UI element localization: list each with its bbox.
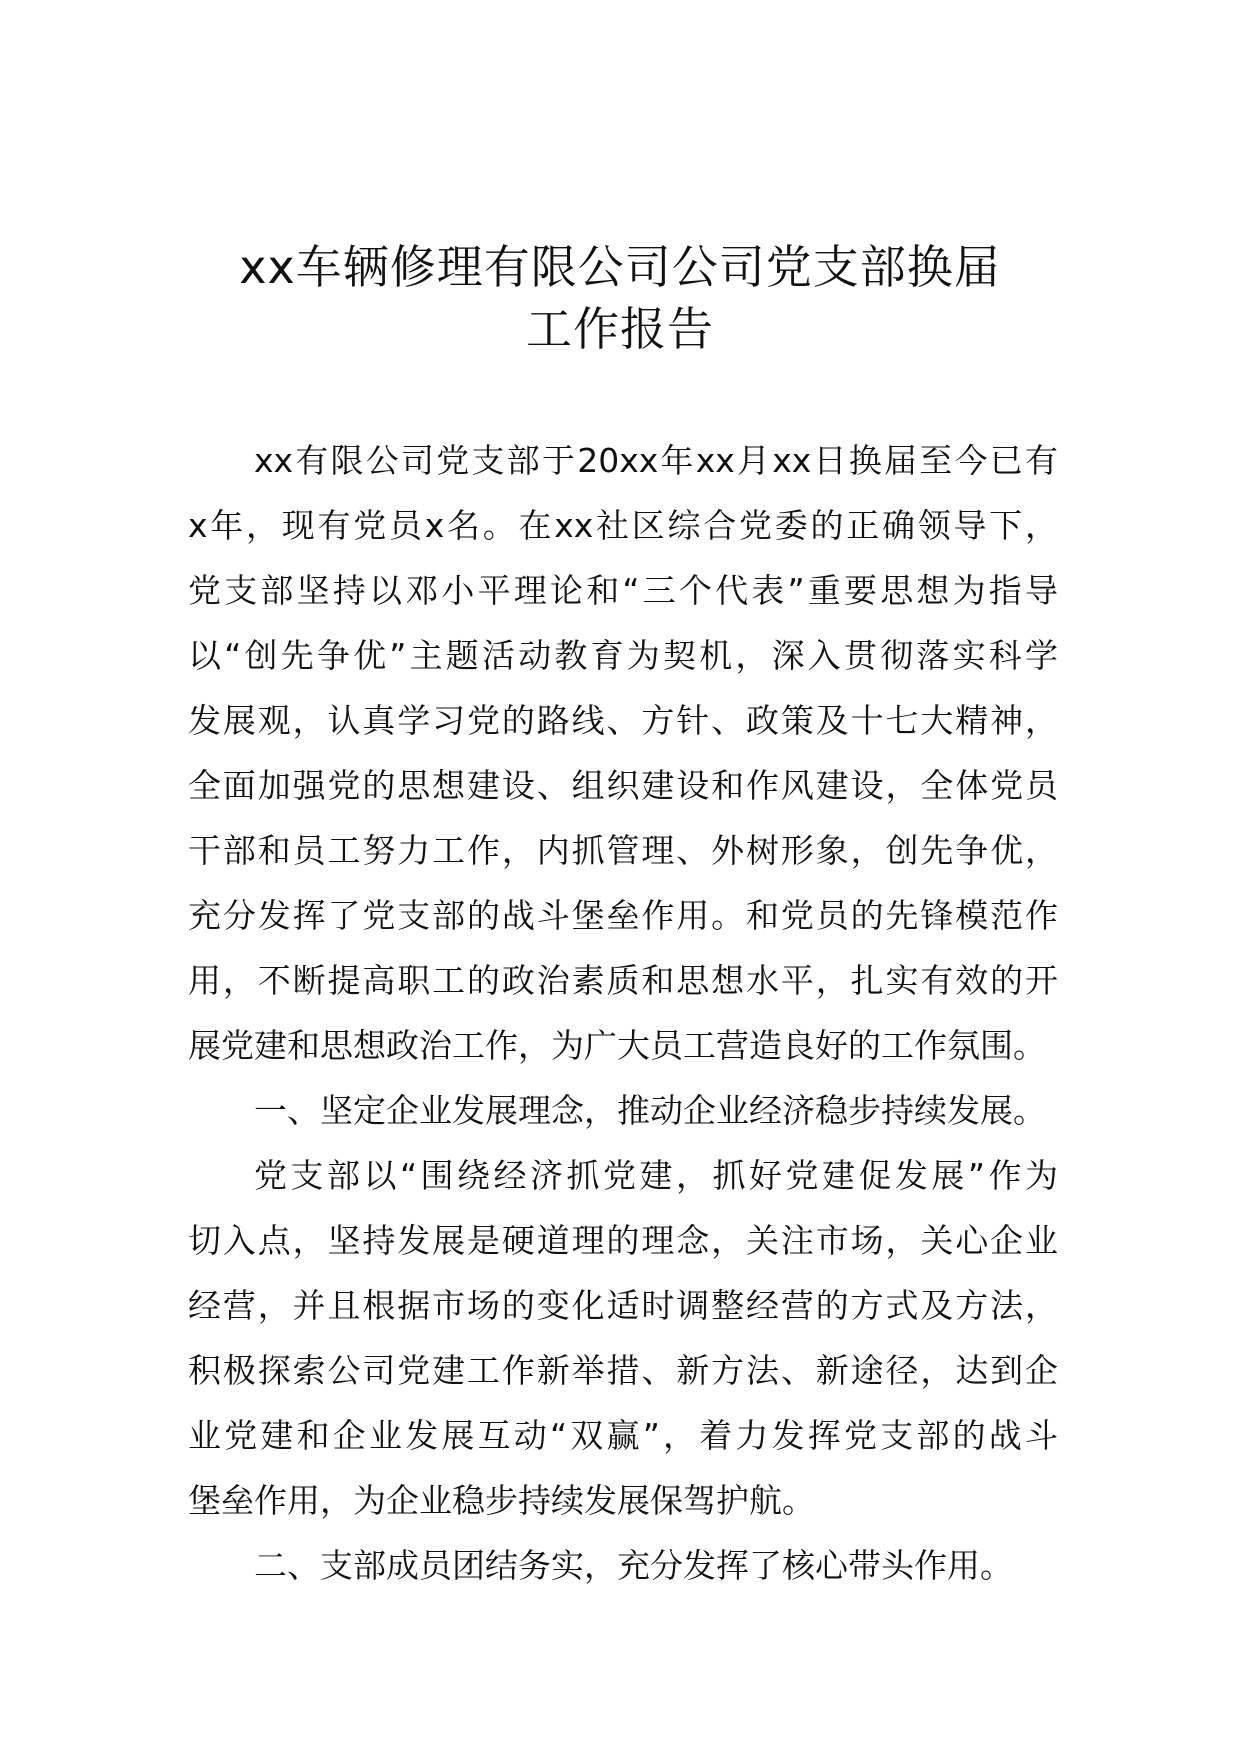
paragraph-1-line: 全面加强党的思想建设、组织建设和作风建设，全体党员 <box>188 766 1058 805</box>
paragraph-2-line: 经营，并且根据市场的变化适时调整经营的方式及方法， <box>188 1286 1058 1325</box>
paragraph-1-line: 充分发挥了党支部的战斗堡垒作用。和党员的先锋模范作 <box>188 896 1058 935</box>
paragraph-2-line: 党支部以“围绕经济抓党建，抓好党建促发展”作为 <box>254 1156 1058 1195</box>
paragraph-2-line: 积极探索公司党建工作新举措、新方法、新途径，达到企 <box>188 1351 1058 1390</box>
paragraph-2-line: 切入点，坚持发展是硬道理的理念，关注市场，关心企业 <box>188 1221 1058 1260</box>
paragraph-1-line: 干部和员工努力工作，内抓管理、外树形象，创先争优， <box>188 831 1058 870</box>
paragraph-1-line: 发展观，认真学习党的路线、方针、政策及十七大精神， <box>188 701 1058 740</box>
paragraph-1-line: 用，不断提高职工的政治素质和思想水平，扎实有效的开 <box>188 961 1058 1000</box>
paragraph-2-line: 堡垒作用，为企业稳步持续发展保驾护航。 <box>188 1481 815 1520</box>
document-title-line-1: xx车辆修理有限公司公司党支部换届 <box>239 240 1001 294</box>
paragraph-1-line: 以“创先争优”主题活动教育为契机，深入贯彻落实科学 <box>188 636 1058 675</box>
document-body <box>188 428 1058 1598</box>
section-heading-2: 二、支部成员团结务实，充分发挥了核心带头作用。 <box>254 1546 1013 1585</box>
paragraph-1-line: 党支部坚持以邓小平理论和“三个代表”重要思想为指导 <box>188 571 1058 610</box>
paragraph-1-line: xx有限公司党支部于20xx年xx月xx日换届至今已有 <box>254 441 1058 480</box>
document-title-line-2: 工作报告 <box>526 302 714 356</box>
paragraph-1-line: x年，现有党员x名。在xx社区综合党委的正确领导下， <box>188 506 1058 545</box>
paragraph-1-line: 展党建和思想政治工作，为广大员工营造良好的工作氛围。 <box>188 1026 1046 1065</box>
section-heading-1: 一、坚定企业发展理念，推动企业经济稳步持续发展。 <box>254 1091 1046 1130</box>
paragraph-2-line: 业党建和企业发展互动“双赢”，着力发挥党支部的战斗 <box>188 1416 1058 1455</box>
